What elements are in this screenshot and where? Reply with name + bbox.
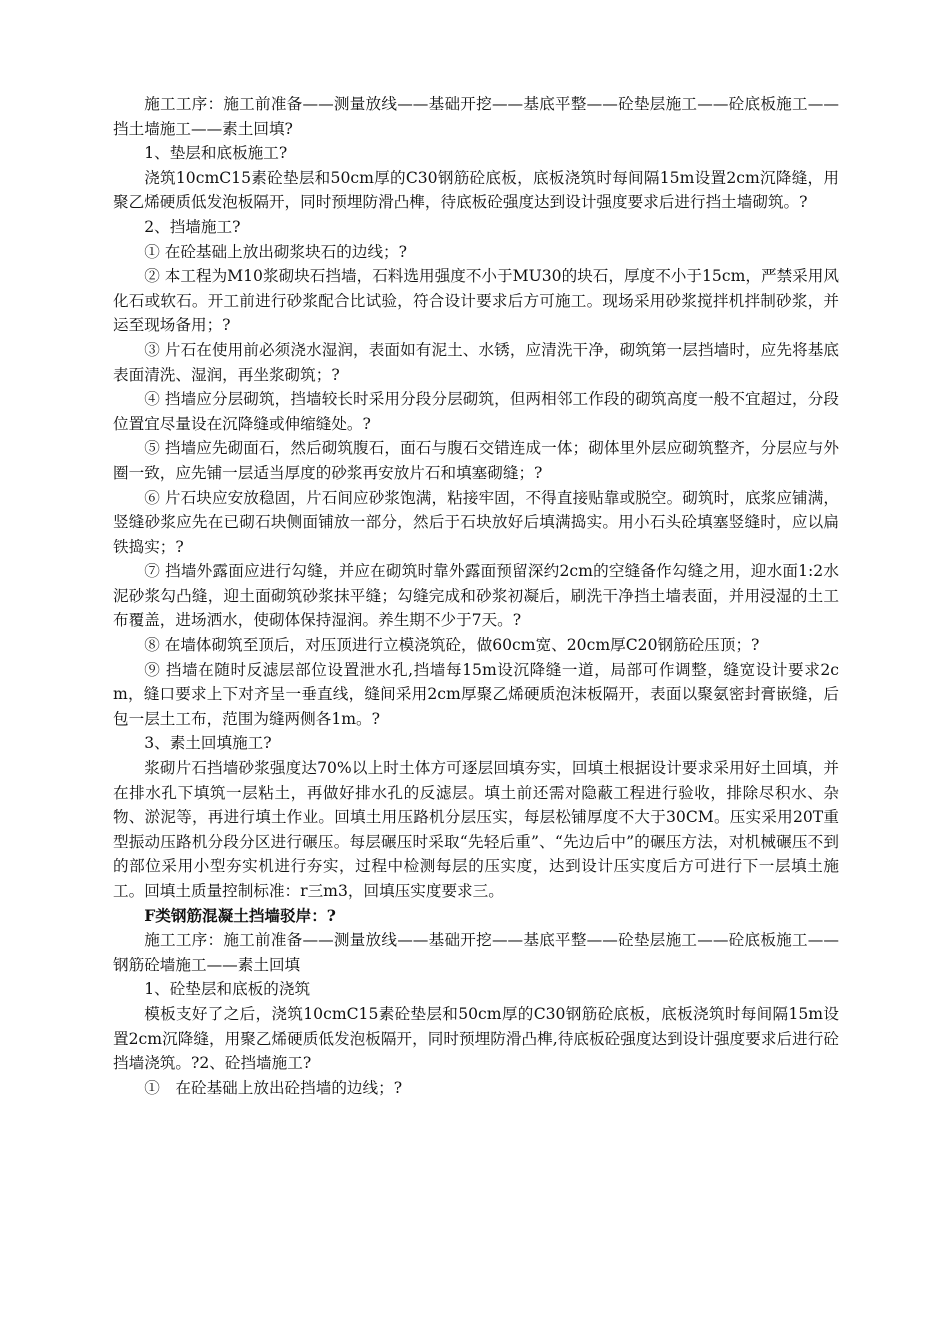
paragraph: 浆砌片石挡墙砂浆强度达70%以上时土体方可逐层回填夯实，回填土根据设计要求采用好土回填，并在排水孔下填筑一层粘土，再做好排水孔的反滤层。填土前还需对隐蔽工程进行验收，排除尽积水、杂物、淤泥等，再进行填土作业。回填土用压路机分层压实，每层松铺厚度不大于30CM。压实采用20T重型振动压路机分段分区进行碾压。每层碾压时采取“先轻后重”、“先边后中”的碾压方法，对机械碾压不到的部位采用小型夯实机进行夯实，过程中检测每层的压实度，达到设计压实度后方可进行下一层填土施工。回填土质量控制标准：r三m3，回填压实度要求三。 [113,759,839,900]
section-heading: 1、砼垫层和底板的浇筑 [144,980,311,999]
paragraph: 模板支好了之后，浇筑10cmC15素砼垫层和50cm厚的C30钢筋砼底板，底板浇筑时每间隔15m设置2cm沉降缝，用聚乙烯硬质低发泡板隔开，同时预埋防滑凸榫,待底板砼强度达到设计强度要求后进行砼挡墙浇筑。?2、砼挡墙施工? [113,1004,839,1073]
list-item: ④ 挡墙应分层砌筑，挡墙较长时采用分段分层砌筑，但两相邻工作段的砌筑高度一般不宜超过，分段位置宜尽量设在沉降缝或伸缩缝处。? [113,390,839,433]
section-heading: 2、挡墙施工? [144,217,241,236]
list-item: ⑥ 片石块应安放稳固，片石间应砂浆饱满，粘接牢固，不得直接贴靠或脱空。砌筑时，底浆应铺满，竖缝砂浆应先在已砌石块侧面铺放一部分，然后于石块放好后填满捣实。用小石头砼填塞竖缝时，应以扁铁捣实；? [113,488,839,556]
list-item: ⑧ 在墙体砌筑至顶后，对压顶进行立模浇筑砼，做60cm宽、20cm厚C20钢筋砼压顶；? [144,636,760,655]
list-item: ③ 片石在使用前必须浇水湿润，表面如有泥土、水锈，应清洗干净，砌筑第一层挡墙时，应先将基底表面清洗、湿润，再坐浆砌筑；? [113,340,839,384]
paragraph: 浇筑10cmC15素砼垫层和50cm厚的C30钢筋砼底板，底板浇筑时每间隔15m设置2cm沉降缝，用聚乙烯硬质低发泡板隔开，同时预埋防滑凸榫，待底板砼强度达到设计强度要求后进行挡土墙砌筑。? [113,168,839,212]
chapter-heading: F类钢筋混凝土挡墙驳岸：? [144,905,336,925]
list-item: ① 在砼基础上放出砌浆块石的边线；? [144,242,408,261]
paragraph: 施工工序：施工前准备——测量放线——基础开挖——基底平整——砼垫层施工——砼底板施工——挡土墙施工——素土回填? [113,95,839,138]
list-item: ① 在砼基础上放出砼挡墙的边线；? [144,1078,403,1097]
list-item: ⑤ 挡墙应先砌面石，然后砌筑腹石，面石与腹石交错连成一体；砌体里外层应砌筑整齐，分层应与外圈一致，应先铺一层适当厚度的砂浆再安放片石和填塞砌缝；? [113,439,839,482]
document-page [113,92,839,1100]
list-item: ⑨ 挡墙在随时反滤层部位设置泄水孔,挡墙每15m设沉降缝一道，局部可作调整，缝宽设计要求2cm，缝口要求上下对齐呈一垂直线，缝间采用2cm厚聚乙烯硬质泡沫板隔开，表面以聚氨密封膏嵌缝，后包一层土工布，范围为缝两侧各1m。? [113,660,839,728]
paragraph: 施工工序：施工前准备——测量放线——基础开挖——基底平整——砼垫层施工——砼底板施工——钢筋砼墙施工——素土回填 [113,931,839,974]
list-item: ⑦ 挡墙外露面应进行勾缝，并应在砌筑时靠外露面预留深约2cm的空缝备作勾缝之用，迎水面1:2水泥砂浆勾凸缝，迎土面砌筑砂浆抹平缝；勾缝完成和砂浆初凝后，刷洗干净挡土墙表面，并用浸湿的土工布覆盖，进场洒水，使砌体保持湿润。养生期不少于7天。? [113,562,839,630]
list-item: ② 本工程为M10浆砌块石挡墙，石料选用强度不小于MU30的块石，厚度不小于15cm，严禁采用风化石或软石。开工前进行砂浆配合比试验，符合设计要求后方可施工。现场采用砂浆搅拌机拌制砂浆，并运至现场备用；? [113,267,839,335]
section-heading: 1、垫层和底板施工? [144,144,288,163]
section-heading: 3、素土回填施工? [144,734,272,753]
